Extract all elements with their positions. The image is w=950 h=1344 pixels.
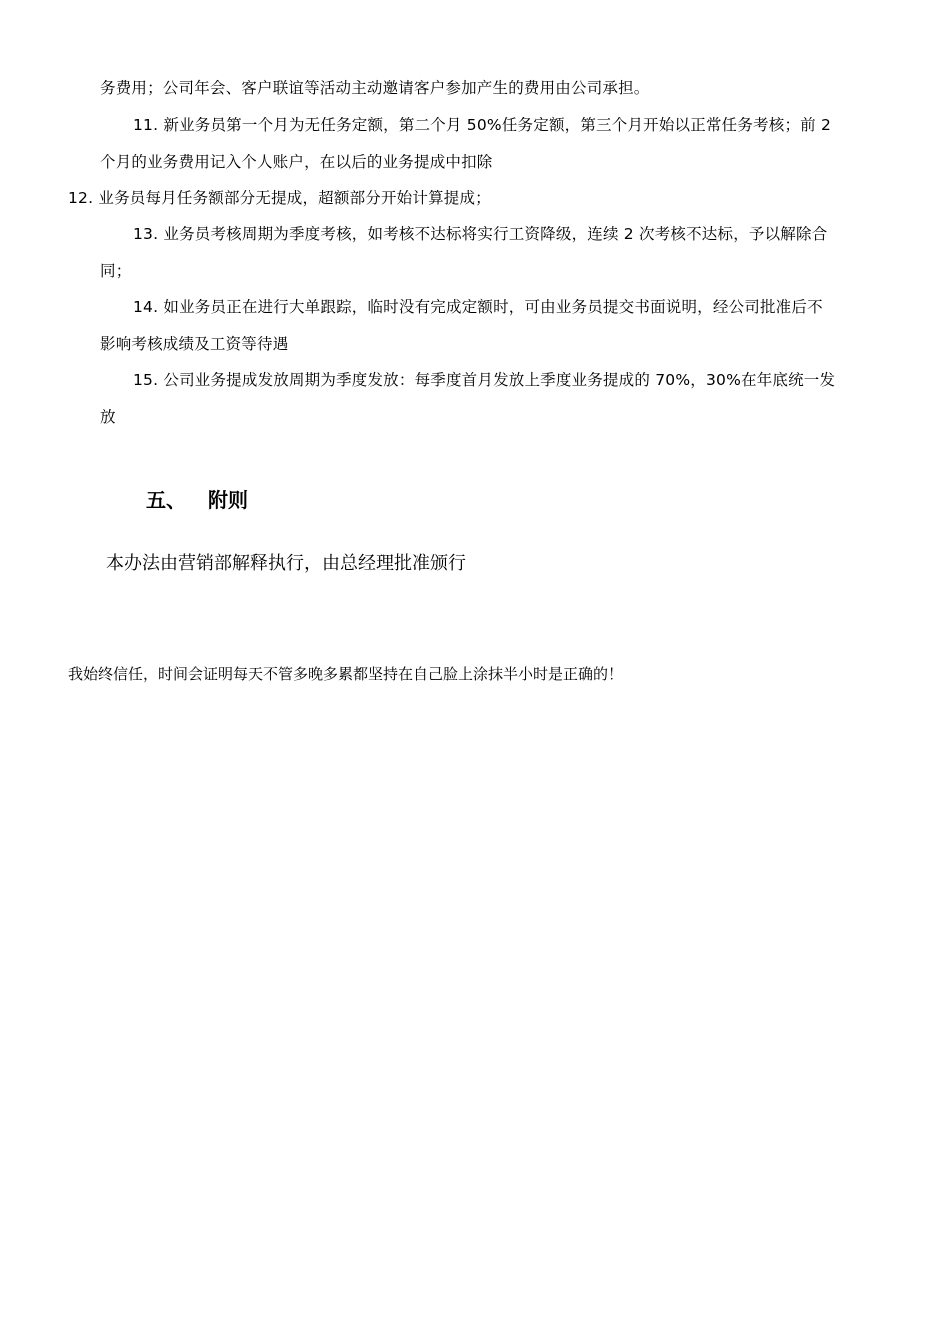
- list-item-11: [133, 115, 883, 135]
- list-item-12: 12. 业务员每月任务额部分无提成，超额部分开始计算提成；: [68, 189, 491, 207]
- text-line: 15. 公司业务提成发放周期为季度发放：每季度首月发放上季度业务提成的 70%，30%在年底统一发: [133, 371, 836, 389]
- list-item-14: [133, 297, 883, 317]
- text-line: 11. 新业务员第一个月为无任务定额，第二个月 50%任务定额，第三个月开始以正常任务考核；前 2: [133, 116, 832, 134]
- section-heading: [146, 487, 248, 513]
- text-line: 同；: [100, 262, 132, 280]
- list-item-15: [133, 370, 883, 390]
- text-line: 务费用；公司年会、客户联谊等活动主动邀请客户参加产生的费用由公司承担。: [100, 79, 650, 97]
- footer-note: 我始终信任，时间会证明每天不管多晚多累都坚持在自己脸上涂抹半小时是正确的！: [68, 665, 624, 683]
- list-item-13: [133, 224, 883, 244]
- section-number: 五、: [146, 488, 186, 512]
- section-title: 附则: [208, 488, 248, 512]
- text-line: 13. 业务员考核周期为季度考核，如考核不达标将实行工资降级，连续 2 次考核不达标，予以解除合: [133, 225, 828, 243]
- text-line: 放: [100, 408, 116, 426]
- text-line: 14. 如业务员正在进行大单跟踪，临时没有完成定额时，可由业务员提交书面说明，经公司批准后不: [133, 298, 823, 316]
- closing-statement: 本办法由营销部解释执行，由总经理批准颁行: [106, 553, 466, 574]
- text-line: 个月的业务费用记入个人账户，在以后的业务提成中扣除: [100, 153, 493, 171]
- text-line: 影响考核成绩及工资等待遇: [100, 335, 289, 353]
